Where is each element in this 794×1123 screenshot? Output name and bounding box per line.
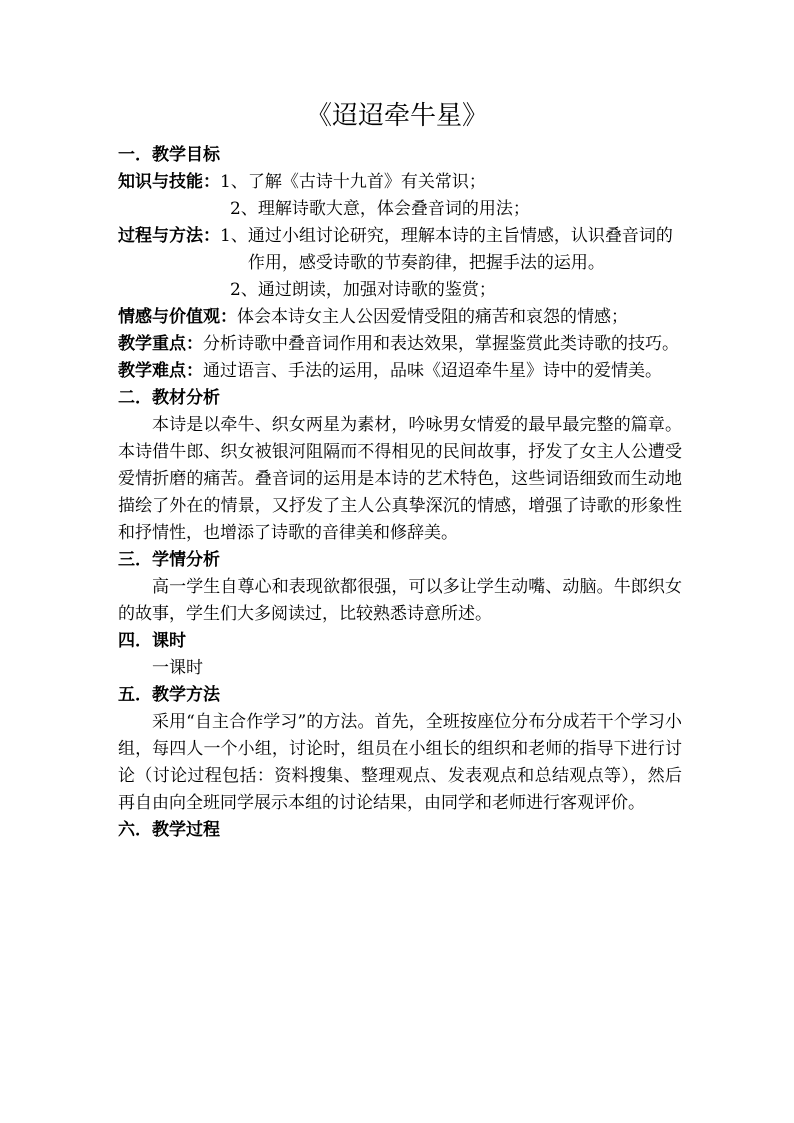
list-number: 2、 [230,280,258,300]
emotion-values [118,304,682,331]
teaching-difficulties-label: 教学难点： [118,361,203,381]
list-number: 1、 [220,172,248,192]
class-hours-text: 一课时 [152,658,203,678]
material-analysis-paragraph: 本诗是以牵牛、织女两星为素材，吟咏男女情爱的最早最完整的篇章。本诗借牛郎、织女被银河阻隔而不得相见的民间故事，抒发了女主人公遭受爱情折磨的痛苦。叠音词的运用是本诗的艺术特色，这些词语细致而生动地描绘了外在的情景，又抒发了主人公真挚深沉的情感，增强了诗歌的形象性和抒情性，也增添了诗歌的音律美和修辞美。 [118,415,682,543]
process-method-item-1 [118,223,682,277]
section-heading-class-hours: 四．课时 [118,631,186,651]
section-heading-student-analysis: 三．学情分析 [118,550,220,570]
section-heading-teaching-method: 五．教学方法 [118,685,220,705]
list-number: 1、 [220,226,248,246]
process-method-label: 过程与方法： [118,226,220,246]
emotion-values-label: 情感与价值观： [118,307,237,327]
knowledge-skills-label: 知识与技能： [118,172,220,192]
teaching-method-paragraph: 采用“自主合作学习”的方法。首先，全班按座位分布分成若干个学习小组，每四人一个小组，讨论时，组员在小组长的组织和老师的指导下进行讨论（讨论过程包括：资料搜集、整理观点、发表观点和总结观点等），然后再自由向全班同学展示本组的讨论结果，由同学和老师进行客观评价。 [118,712,682,813]
list-item-text: 理解诗歌大意，体会叠音词的用法； [257,199,530,219]
teaching-difficulties-text: 通过语言、手法的运用，品味《迢迢牵牛星》诗中的爱情美。 [203,361,662,381]
emotion-values-text: 体会本诗女主人公因爱情受阻的痛苦和哀怨的情感； [237,307,628,327]
list-item-text: 了解《古诗十九首》有关常识； [247,172,486,192]
list-item-text: 通过小组讨论研究，理解本诗的主旨情感，认识叠音词的作用，感受诗歌的节奏韵律，把握手法的运用。 [247,226,673,273]
section-heading-teaching-process: 六．教学过程 [118,820,220,840]
knowledge-skills-item-2 [118,196,682,223]
list-item-text: 通过朗读，加强对诗歌的鉴赏； [257,280,496,300]
document-body [118,142,682,844]
knowledge-skills-item-1 [118,169,682,196]
page-title: 《迢迢牵牛星》 [305,101,488,131]
teaching-difficulties [118,358,682,385]
section-heading-objectives: 一．教学目标 [118,145,220,165]
section-heading-material-analysis: 二．教材分析 [118,388,220,408]
teaching-key-points [118,331,682,358]
teaching-key-points-text: 分析诗歌中叠音词作用和表达效果，掌握鉴赏此类诗歌的技巧。 [203,334,679,354]
list-number: 2、 [230,199,258,219]
process-method-item-2 [118,277,682,304]
student-analysis-paragraph: 高一学生自尊心和表现欲都很强，可以多让学生动嘴、动脑。牛郎织女的故事，学生们大多阅读过，比较熟悉诗意所述。 [118,577,682,624]
teaching-key-points-label: 教学重点： [118,334,203,354]
